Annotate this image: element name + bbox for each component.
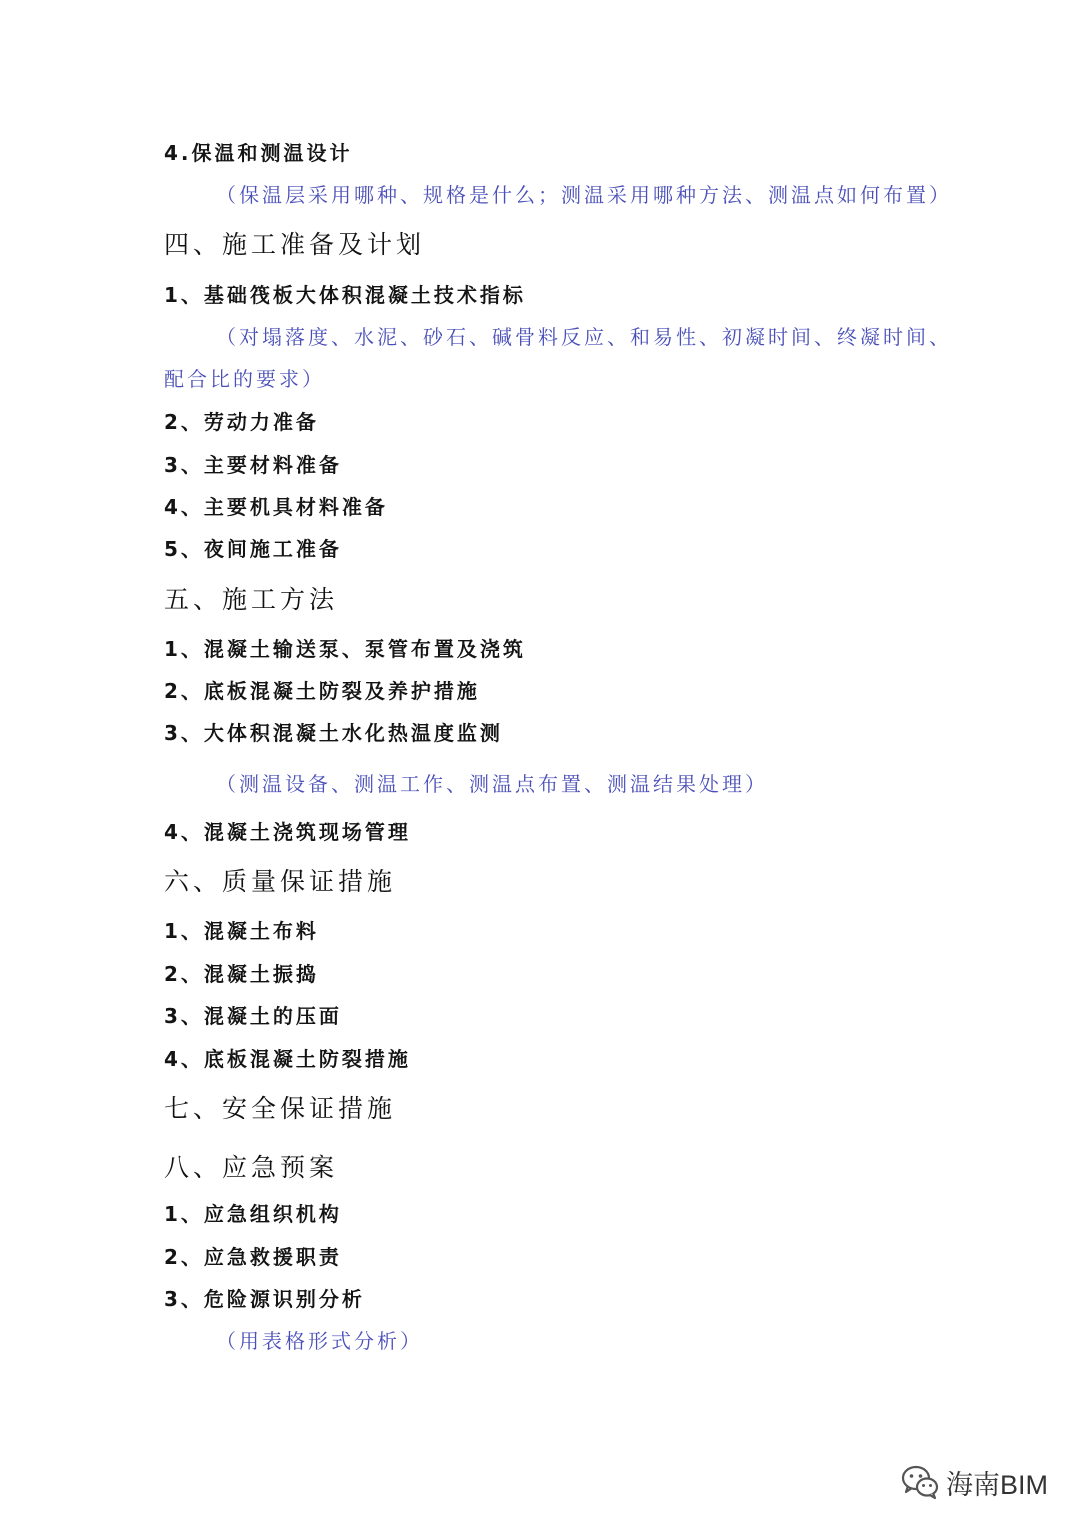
heading-methods: 五、施工方法 [164, 585, 339, 614]
heading-preparation: 四、施工准备及计划 [164, 230, 426, 259]
section-item-hazard-analysis: 3、危险源识别分析 [164, 1287, 365, 1311]
wechat-icon [900, 1462, 940, 1502]
section-item-technical-index: 1、基础筏板大体积混凝土技术指标 [164, 283, 526, 307]
watermark-text: 海南BIM [946, 1469, 1049, 1500]
note-insulation: （保温层采用哪种、规格是什么；测温采用哪种方法、测温点如何布置） [216, 183, 952, 207]
section-item-insulation: 4.保温和测温设计 [164, 141, 353, 165]
section-item-site-management: 4、混凝土浇筑现场管理 [164, 820, 411, 844]
section-item-distribution: 1、混凝土布料 [164, 919, 319, 943]
heading-emergency: 八、应急预案 [164, 1153, 339, 1182]
section-item-surface-finishing: 3、混凝土的压面 [164, 1004, 342, 1028]
heading-safety: 七、安全保证措施 [164, 1094, 397, 1123]
note-technical-index-cont: 配合比的要求） [164, 367, 325, 391]
note-temperature-monitoring: （测温设备、测温工作、测温点布置、测温结果处理） [216, 772, 768, 796]
note-technical-index: （对塌落度、水泥、砂石、碱骨料反应、和易性、初凝时间、终凝时间、 [216, 325, 952, 349]
section-item-machinery: 4、主要机具材料准备 [164, 495, 388, 519]
section-item-crack-prevention: 2、底板混凝土防裂及养护措施 [164, 679, 480, 703]
section-item-vibration: 2、混凝土振捣 [164, 962, 319, 986]
section-item-pump: 1、混凝土输送泵、泵管布置及浇筑 [164, 637, 526, 661]
section-item-temperature-monitoring: 3、大体积混凝土水化热温度监测 [164, 721, 503, 745]
section-item-labor: 2、劳动力准备 [164, 410, 319, 434]
section-item-responsibilities: 2、应急救援职责 [164, 1245, 342, 1269]
section-item-crack-measures: 4、底板混凝土防裂措施 [164, 1047, 411, 1071]
section-item-materials: 3、主要材料准备 [164, 453, 342, 477]
section-item-organization: 1、应急组织机构 [164, 1202, 342, 1226]
note-hazard-analysis: （用表格形式分析） [216, 1329, 423, 1353]
section-item-night-work: 5、夜间施工准备 [164, 537, 342, 561]
watermark [900, 1460, 1048, 1504]
heading-quality: 六、质量保证措施 [164, 867, 397, 896]
